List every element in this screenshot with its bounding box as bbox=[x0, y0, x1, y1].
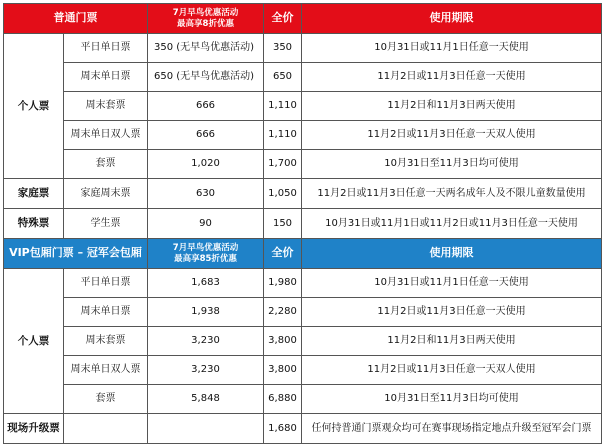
vip-full-price-header: 全价 bbox=[264, 239, 302, 269]
early-price-cell: 5,848 bbox=[148, 385, 264, 414]
full-price-cell: 650 bbox=[264, 63, 302, 92]
full-price-cell: 150 bbox=[264, 209, 302, 239]
table-row bbox=[4, 121, 602, 150]
vip-early-line2: 最高享85折优惠 bbox=[174, 253, 237, 264]
table-row bbox=[4, 63, 602, 92]
table-row bbox=[4, 150, 602, 179]
ticket-type-cell: 平日单日票 bbox=[64, 269, 148, 298]
validity-cell: 10月31日至11月3日均可使用 bbox=[302, 150, 602, 179]
validity-cell: 11月2日或11月3日任意一天使用 bbox=[302, 298, 602, 327]
category-cell: 家庭票 bbox=[4, 179, 64, 209]
validity-cell: 任何持普通门票观众均可在赛事现场指定地点升级至冠军会门票 bbox=[302, 414, 602, 444]
vip-validity-header: 使用期限 bbox=[302, 239, 602, 269]
full-price-cell: 1,110 bbox=[264, 92, 302, 121]
ticket-type-cell bbox=[64, 414, 148, 444]
early-price-cell bbox=[148, 414, 264, 444]
vip-early-line1: 7月早鸟优惠活动 bbox=[172, 242, 239, 253]
early-price-cell: 350 (无早鸟优惠活动) bbox=[148, 34, 264, 63]
table-row bbox=[4, 356, 602, 385]
early-price-cell: 650 (无早鸟优惠活动) bbox=[148, 63, 264, 92]
validity-cell: 11月2日或11月3日任意一天使用 bbox=[302, 63, 602, 92]
table-row bbox=[4, 92, 602, 121]
regular-early-line2: 最高享8折优惠 bbox=[177, 18, 234, 29]
category-cell: 现场升级票 bbox=[4, 414, 64, 444]
early-price-cell: 630 bbox=[148, 179, 264, 209]
validity-cell: 11月2日或11月3日任意一天双人使用 bbox=[302, 121, 602, 150]
table-row bbox=[4, 385, 602, 414]
ticket-type-cell: 套票 bbox=[64, 150, 148, 179]
validity-cell: 11月2日或11月3日任意一天双人使用 bbox=[302, 356, 602, 385]
table-row bbox=[4, 269, 602, 298]
category-cell: 特殊票 bbox=[4, 209, 64, 239]
full-price-cell: 3,800 bbox=[264, 327, 302, 356]
full-price-cell: 6,880 bbox=[264, 385, 302, 414]
regular-header-row bbox=[4, 4, 602, 34]
vip-header-row bbox=[4, 239, 602, 269]
early-price-cell: 666 bbox=[148, 121, 264, 150]
early-price-cell: 1,938 bbox=[148, 298, 264, 327]
regular-early-line1: 7月早鸟优惠活动 bbox=[172, 7, 239, 18]
vip-early-bird-header bbox=[148, 239, 264, 269]
early-price-cell: 90 bbox=[148, 209, 264, 239]
ticket-type-cell: 套票 bbox=[64, 385, 148, 414]
regular-full-price-header: 全价 bbox=[264, 4, 302, 34]
ticket-price-table bbox=[3, 3, 602, 444]
ticket-type-cell: 周末单日票 bbox=[64, 63, 148, 92]
ticket-price-table-container bbox=[3, 3, 601, 444]
ticket-type-cell: 学生票 bbox=[64, 209, 148, 239]
table-row bbox=[4, 298, 602, 327]
ticket-type-cell: 家庭周末票 bbox=[64, 179, 148, 209]
full-price-cell: 350 bbox=[264, 34, 302, 63]
ticket-type-cell: 平日单日票 bbox=[64, 34, 148, 63]
validity-cell: 10月31日或11月1日任意一天使用 bbox=[302, 269, 602, 298]
category-cell: 个人票 bbox=[4, 269, 64, 414]
full-price-cell: 3,800 bbox=[264, 356, 302, 385]
full-price-cell: 1,680 bbox=[264, 414, 302, 444]
early-price-cell: 1,683 bbox=[148, 269, 264, 298]
early-price-cell: 666 bbox=[148, 92, 264, 121]
early-price-cell: 1,020 bbox=[148, 150, 264, 179]
validity-cell: 11月2日和11月3日两天使用 bbox=[302, 327, 602, 356]
table-row bbox=[4, 34, 602, 63]
table-row-upgrade bbox=[4, 414, 602, 444]
regular-validity-header: 使用期限 bbox=[302, 4, 602, 34]
ticket-type-cell: 周末单日双人票 bbox=[64, 356, 148, 385]
validity-cell: 11月2日和11月3日两天使用 bbox=[302, 92, 602, 121]
full-price-cell: 2,280 bbox=[264, 298, 302, 327]
regular-category-header: 普通门票 bbox=[4, 4, 148, 34]
regular-early-bird-header bbox=[148, 4, 264, 34]
full-price-cell: 1,700 bbox=[264, 150, 302, 179]
full-price-cell: 1,980 bbox=[264, 269, 302, 298]
validity-cell: 10月31日或11月1日或11月2日或11月3日任意一天使用 bbox=[302, 209, 602, 239]
early-price-cell: 3,230 bbox=[148, 356, 264, 385]
ticket-type-cell: 周末套票 bbox=[64, 327, 148, 356]
early-price-cell: 3,230 bbox=[148, 327, 264, 356]
table-row bbox=[4, 179, 602, 209]
category-cell: 个人票 bbox=[4, 34, 64, 179]
ticket-type-cell: 周末单日票 bbox=[64, 298, 148, 327]
vip-category-header: VIP包厢门票 – 冠军会包厢 bbox=[4, 239, 148, 269]
full-price-cell: 1,050 bbox=[264, 179, 302, 209]
table-row bbox=[4, 209, 602, 239]
ticket-type-cell: 周末套票 bbox=[64, 92, 148, 121]
ticket-type-cell: 周末单日双人票 bbox=[64, 121, 148, 150]
table-row bbox=[4, 327, 602, 356]
validity-cell: 11月2日或11月3日任意一天两名成年人及不限儿童数量使用 bbox=[302, 179, 602, 209]
validity-cell: 10月31日或11月1日任意一天使用 bbox=[302, 34, 602, 63]
validity-cell: 10月31日至11月3日均可使用 bbox=[302, 385, 602, 414]
full-price-cell: 1,110 bbox=[264, 121, 302, 150]
